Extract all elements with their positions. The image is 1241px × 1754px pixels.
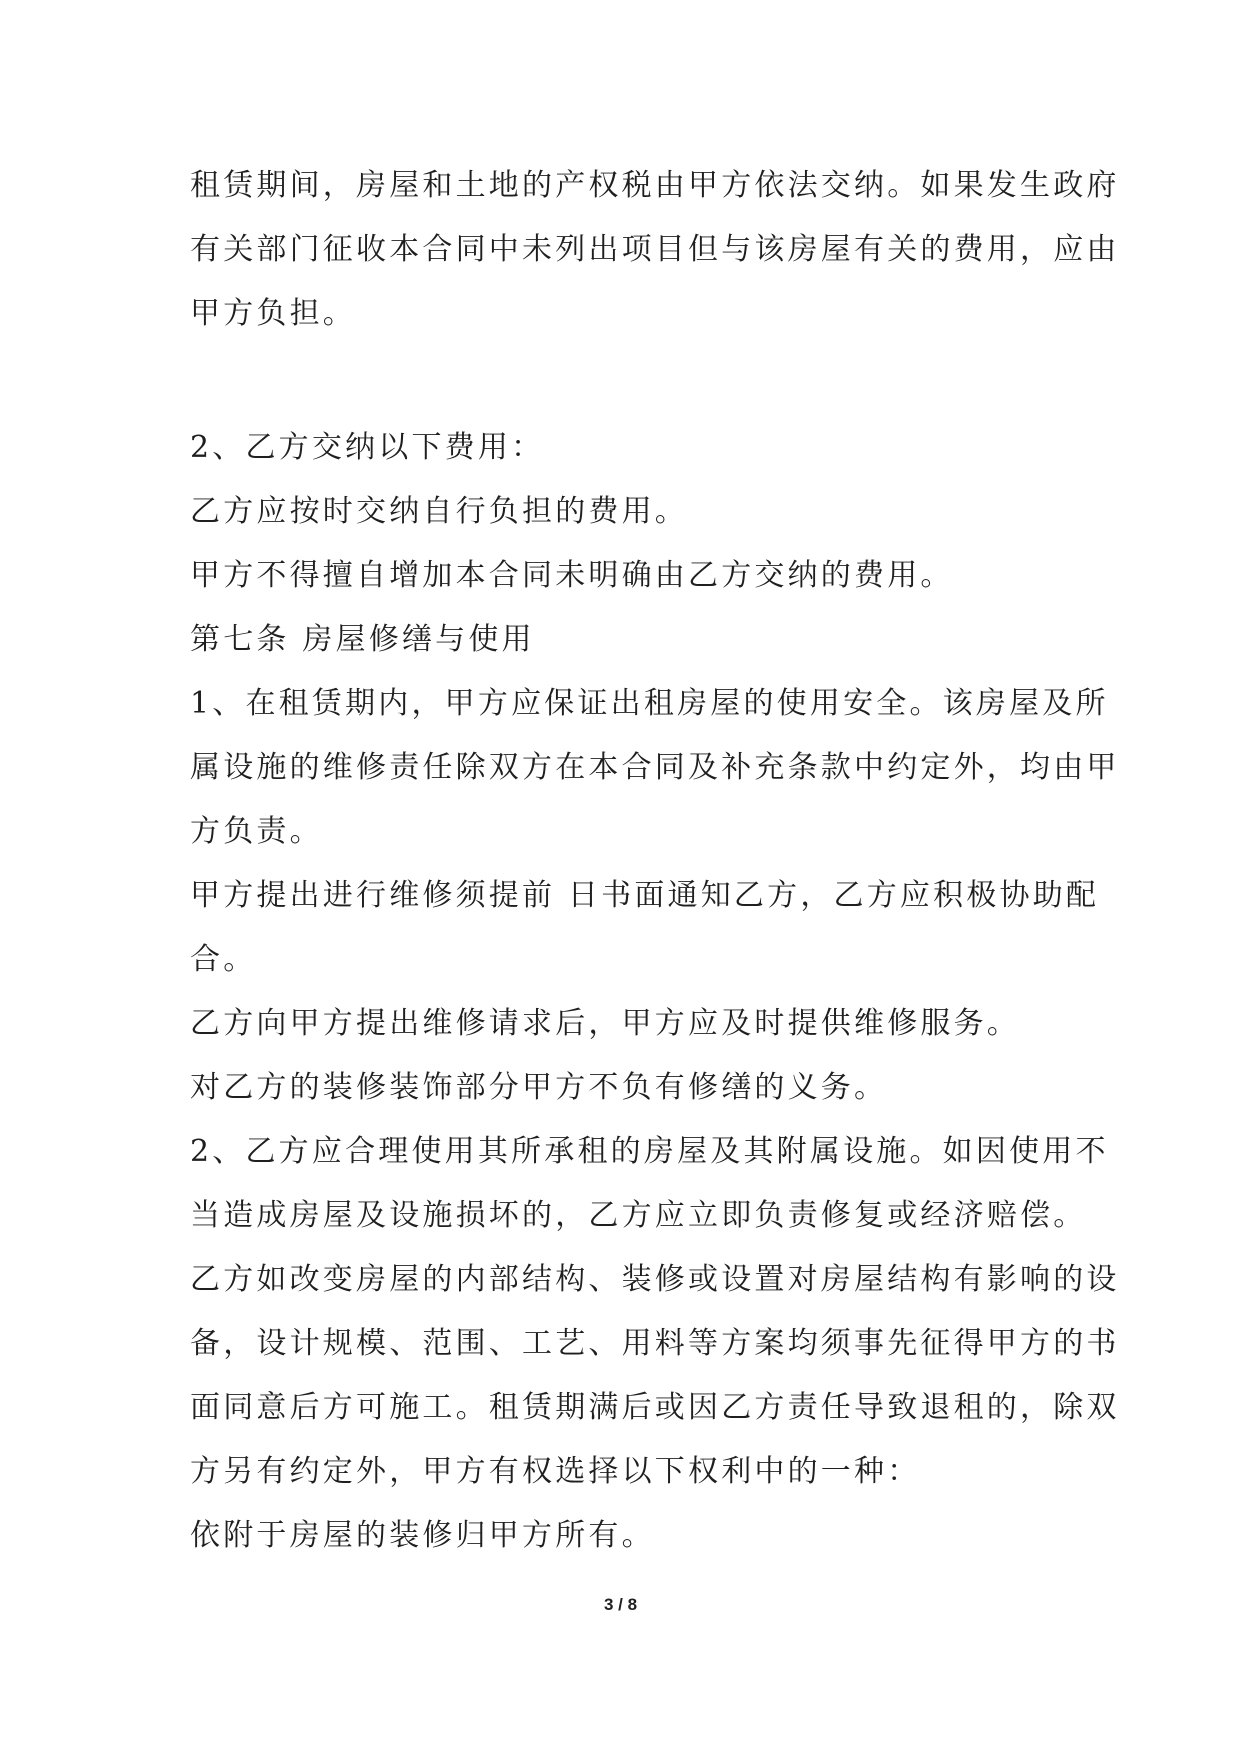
- text-line: 方另有约定外，甲方有权选择以下权利中的一种：: [190, 1454, 921, 1489]
- text-line: 甲方负担。: [190, 296, 356, 331]
- text-line: 方负责。: [190, 814, 323, 849]
- text-line: 乙方如改变房屋的内部结构、装修或设置对房屋结构有影响的设: [190, 1262, 1120, 1297]
- text-line: 属设施的维修责任除双方在本合同及补充条款中约定外，均由甲: [190, 750, 1120, 785]
- text-line: 有关部门征收本合同中未列出项目但与该房屋有关的费用，应由: [190, 232, 1120, 267]
- text-line: 2、乙方应合理使用其所承租的房屋及其附属设施。如因使用不: [190, 1134, 1109, 1169]
- text-line: 依附于房屋的装修归甲方所有。: [190, 1518, 655, 1553]
- text-line: 面同意后方可施工。租赁期满后或因乙方责任导致退租的，除双: [190, 1390, 1120, 1425]
- text-line: 当造成房屋及设施损坏的，乙方应立即负责修复或经济赔偿。: [190, 1198, 1087, 1233]
- text-line: 合。: [190, 942, 257, 977]
- text-line: 甲方提出进行维修须提前 日书面通知乙方，乙方应积极协助配: [190, 878, 1100, 913]
- text-line: 租赁期间，房屋和土地的产权税由甲方依法交纳。如果发生政府: [190, 168, 1120, 203]
- text-line: 甲方不得擅自增加本合同未明确由乙方交纳的费用。: [190, 558, 954, 593]
- text-line: 乙方应按时交纳自行负担的费用。: [190, 494, 688, 529]
- text-line: 乙方向甲方提出维修请求后，甲方应及时提供维修服务。: [190, 1006, 1020, 1041]
- text-line: 2、乙方交纳以下费用：: [190, 430, 545, 465]
- page-number: 3 / 8: [603, 1595, 638, 1614]
- section-heading: 第七条 房屋修缮与使用: [190, 622, 535, 657]
- text-line: 1、在租赁期内，甲方应保证出租房屋的使用安全。该房屋及所: [190, 686, 1109, 721]
- text-line: 对乙方的装修装饰部分甲方不负有修缮的义务。: [190, 1070, 888, 1105]
- text-line: 备，设计规模、范围、工艺、用料等方案均须事先征得甲方的书: [190, 1326, 1120, 1361]
